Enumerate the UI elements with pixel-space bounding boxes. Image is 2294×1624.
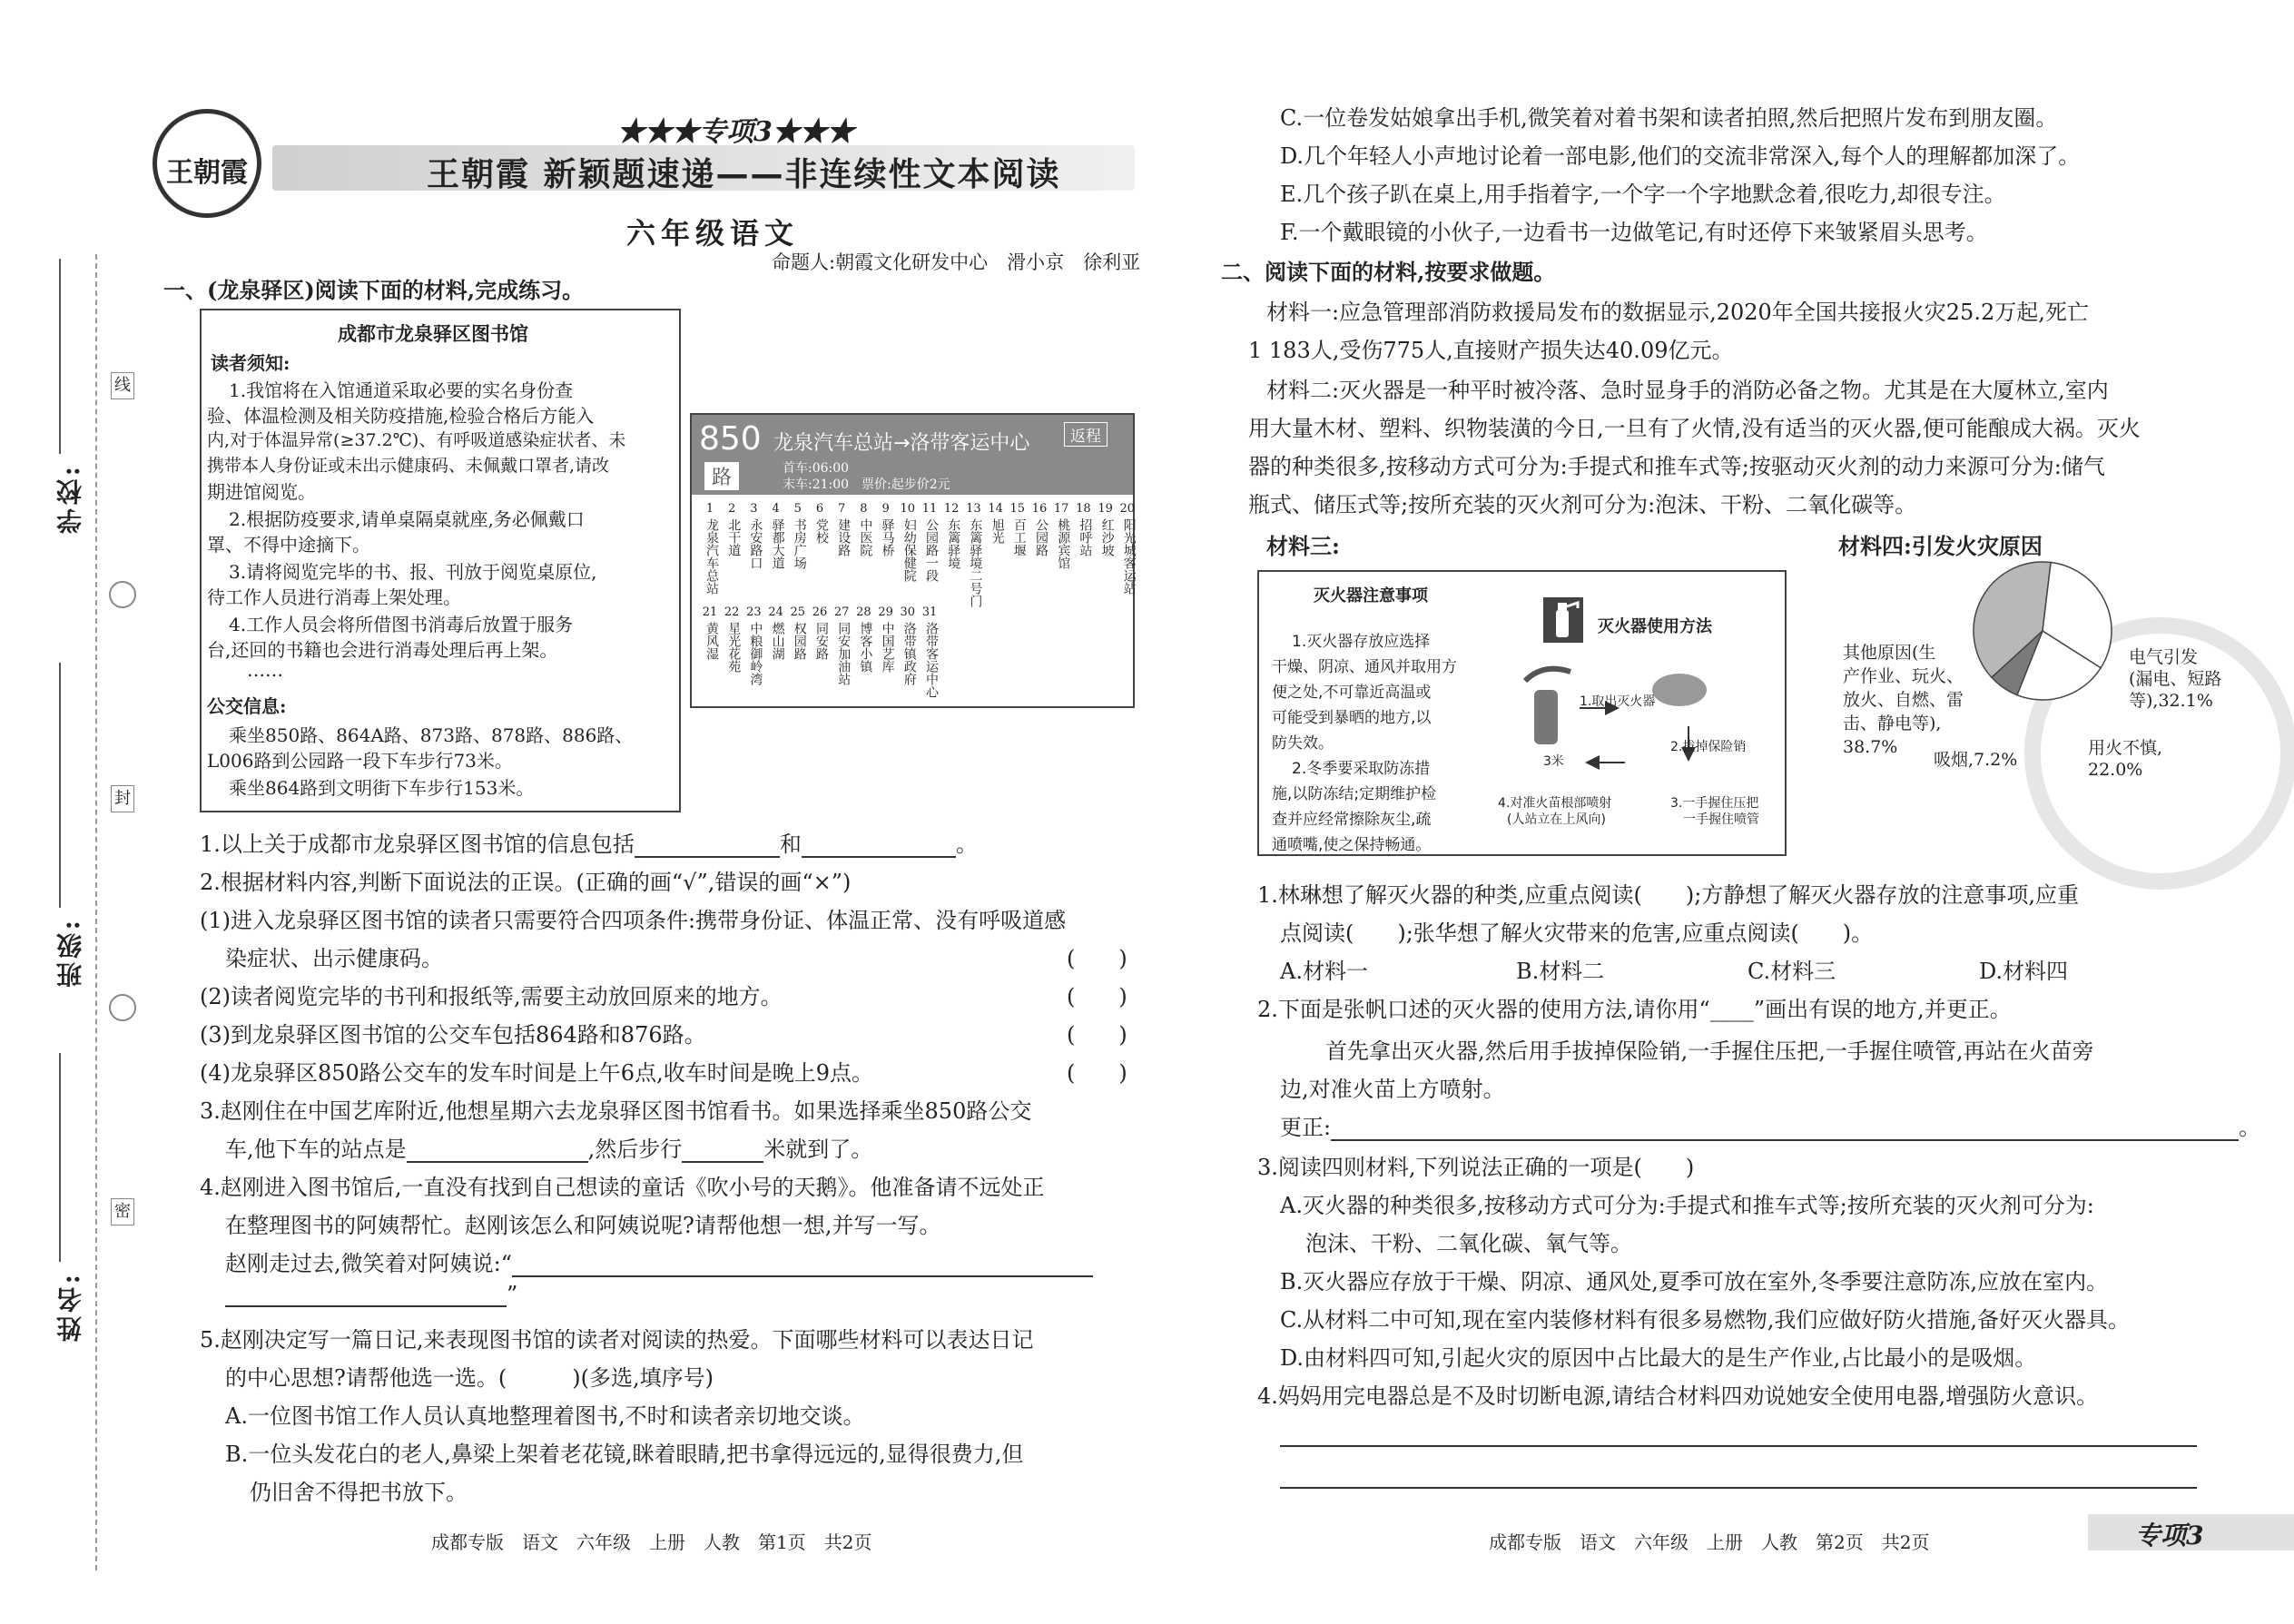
usage-title: 灭火器使用方法	[1598, 617, 1712, 636]
bus-stop-name: 公园路	[1034, 518, 1049, 556]
bus-stop-number: 28	[856, 605, 871, 619]
extinguisher-drawing	[1534, 690, 1558, 744]
q1-2-3-answer[interactable]: ( )	[1067, 1022, 1127, 1048]
extinguisher-usage-box	[1489, 570, 1787, 856]
part1-heading: 一、(龙泉驿区)阅读下面的材料,完成练习。	[163, 277, 585, 303]
q2-3-option-a[interactable]: A.灭火器的种类很多,按移动方式可分为:手提式和推车式等;按所充装的灭火剂可分为:	[1280, 1193, 2094, 1218]
q1-2-4-text: (4)龙泉驿区850路公交车的发车时间是上午6点,收车时间是晚上9点。	[200, 1060, 873, 1086]
bus-stop-name: 红沙坡	[1099, 518, 1115, 556]
pie-label-other-line: 放火、自燃、雷	[1843, 690, 1964, 710]
bus-stop-name: 权园路	[792, 622, 807, 660]
bind-tag-seal: 封	[111, 785, 134, 812]
pie-label-fire	[2088, 737, 2162, 781]
q1-4-answer-line[interactable]	[512, 1275, 1093, 1277]
notice-line: 2.根据防疫要求,请单桌隔桌就座,务必佩戴口	[229, 508, 585, 530]
bus-stop-number: 24	[768, 605, 783, 619]
bus-stop-name: 同安加油站	[836, 622, 852, 685]
q1-4-speech-end	[225, 1282, 517, 1307]
q1-1-blank-b[interactable]	[802, 856, 956, 858]
bus-stop-number: 1	[705, 502, 714, 516]
q1-2-2-answer[interactable]: ( )	[1067, 984, 1127, 1009]
series-label: ★★★专项3★★★	[617, 116, 854, 148]
bus-stop-name: 党校	[814, 518, 829, 544]
notice-ellipsis: ……	[247, 659, 283, 681]
bus-info-line: L006路到公园路一段下车步行73米。	[207, 750, 513, 772]
school-field[interactable]	[59, 259, 61, 454]
library-notice-box	[200, 309, 681, 812]
q1-5-option-d: D.几个年轻人小声地讨论着一部电影,他们的交流非常深入,每个人的理解都加深了。	[1280, 143, 2081, 169]
q1-2-1-text: (1)进入龙泉驿区图书馆的读者只需要符合四项条件:携带身份证、体温正常、没有呼吸道感	[200, 908, 1067, 933]
material2-line: 用大量木材、塑料、织物装潢的今日,一旦有了火情,没有适当的灭火器,便可能酿成大祸。灭火	[1248, 416, 2141, 441]
material1-line: 1 183人,受伤775人,直接财产损失达40.09亿元。	[1248, 338, 1734, 363]
bus-stop-number: 17	[1053, 502, 1069, 516]
pie-label-other-line: 产作业、玩火、	[1843, 666, 1964, 686]
q1-1-end: 。	[955, 832, 978, 857]
binding-margin	[0, 0, 163, 1624]
bus-stop-number: 7	[838, 502, 846, 516]
bus-stop-number: 30	[900, 605, 916, 619]
q2-3-option-a-cont: 泡沫、干粉、二氧化碳、氧气等。	[1305, 1231, 1632, 1256]
bus-stop-name: 公园路一段	[924, 518, 939, 582]
bus-stop-number: 29	[878, 605, 893, 619]
return-tag: 返程	[1064, 422, 1108, 447]
material2-line: 瓶式、储压式等;按所充装的灭火剂可分为:泡沫、干粉、二氧化碳等。	[1248, 492, 1917, 517]
q2-2-correction	[1280, 1109, 2260, 1141]
step-3b: 一手握住喷管	[1683, 812, 1759, 827]
pie-label-electric	[2129, 646, 2221, 712]
q2-1-option-c[interactable]: C.材料三	[1748, 959, 1836, 984]
q1-2-text: 2.根据材料内容,判断下面说法的正误。(正确的画“√”,错误的画“×”)	[200, 870, 852, 895]
notes-line: 干燥、阴凉、通风并取用方	[1272, 658, 1457, 676]
notice-line: 3.请将阅览完毕的书、报、刊放于阅览桌原位,	[229, 561, 597, 583]
bus-stop-name: 驿马桥	[880, 518, 895, 556]
notes-line: 可能受到暴晒的地方,以	[1272, 709, 1432, 727]
pie-label-fire-value: 22.0%	[2088, 760, 2143, 780]
bus-stop-name: 中粮御岭湾	[748, 622, 763, 685]
route-suffix: 路	[704, 462, 739, 490]
notes-line: 1.灭火器存放应选择	[1292, 633, 1431, 651]
q2-2-passage: 首先拿出灭火器,然后用手拔掉保险销,一手握住压把,一手握住喷管,再站在火苗旁	[1325, 1038, 2094, 1064]
first-bus: 首车:06:00	[783, 461, 850, 476]
bus-stop-number: 13	[966, 502, 981, 516]
fire-cause-pie-chart	[1970, 558, 2115, 704]
notice-title: 成都市龙泉驿区图书馆	[338, 322, 528, 345]
q2-1-text: 1.林琳想了解灭火器的种类,应重点阅读( );方静想了解灭火器存放的注意事项,应重	[1257, 882, 2079, 908]
bus-stop-number: 5	[793, 502, 802, 516]
grade-title: 六年级语文	[626, 216, 800, 251]
q1-2-4-answer[interactable]: ( )	[1067, 1060, 1127, 1086]
bus-stop-name: 书房广场	[792, 518, 807, 569]
bus-stop-number: 8	[860, 502, 868, 516]
bus-stop-number: 14	[988, 502, 1003, 516]
notes-title: 灭火器注意事项	[1314, 586, 1428, 605]
notes-line: 2.冬季要采取防冻措	[1292, 760, 1431, 778]
bus-stop-number: 6	[815, 502, 824, 516]
footer-left: 成都专版 语文 六年级 上册 人教 第1页 共2页	[431, 1531, 872, 1553]
bus-stop-name: 同安路	[814, 622, 829, 660]
route-number: 850	[699, 420, 762, 458]
bind-circle	[109, 581, 136, 608]
q2-2-correction-end: 。	[2239, 1115, 2261, 1140]
step-4b: (人站立在上风向)	[1507, 812, 1606, 827]
reader-notice-title: 读者须知:	[211, 352, 290, 374]
q2-3-text: 3.阅读四则材料,下列说法正确的一项是( )	[1257, 1155, 1695, 1180]
q1-4-answer-line-2[interactable]	[225, 1305, 507, 1307]
q2-1-text-cont: 点阅读( );张华想了解火灾带来的危害,应重点阅读( )。	[1280, 920, 1874, 946]
part2-heading: 二、阅读下面的材料,按要求做题。	[1221, 259, 1556, 285]
q2-2-passage-cont: 边,对准火苗上方喷射。	[1280, 1077, 1505, 1102]
notes-line: 施,以防冻结;定期维护检	[1272, 785, 1437, 803]
q1-4-speech-prefix: 赵刚走过去,微笑着对阿姨说:“	[225, 1251, 512, 1276]
q1-5-option-a: A.一位图书馆工作人员认真地整理着图书,不时和读者亲切地交谈。	[225, 1403, 865, 1429]
bus-stop-number: 9	[881, 502, 890, 516]
step-1: 1.取出灭火器	[1580, 694, 1656, 709]
bus-stop-name: 星光花苑	[726, 622, 742, 673]
bus-stop-number: 16	[1031, 502, 1048, 516]
bus-stop-number: 18	[1076, 502, 1091, 516]
bus-info-line: 乘坐864路到文明街下车步行153米。	[229, 777, 535, 799]
q1-5-option-e: E.几个孩子趴在桌上,用手指着字,一个字一个字地默念着,很吃力,却很专注。	[1280, 182, 2006, 207]
notes-line: 便之处,不可靠近高温或	[1272, 684, 1432, 702]
notice-line: 台,还回的书籍也会进行消毒处理后再上架。	[207, 639, 558, 661]
bus-stop-name: 妇幼保健院	[901, 518, 917, 582]
bus-stop-name: 百工堰	[1011, 518, 1027, 556]
bus-stop-number: 4	[772, 502, 780, 516]
q1-3-text: 3.赵刚住在中国艺库附近,他想星期六去龙泉驿区图书馆看书。如果选择乘坐850路公交	[200, 1098, 1032, 1124]
q2-1-option-d[interactable]: D.材料四	[1979, 959, 2069, 984]
cut-line	[95, 254, 97, 1570]
material1-line: 材料一:应急管理部消防救援局发布的数据显示,2020年全国共接报火灾25.2万起,死亡	[1266, 300, 2089, 325]
notice-line: 1.我馆将在入馆通道采取必要的实名身份查	[229, 379, 574, 401]
q1-5-text-cont: 的中心思想?请帮他选一选。( )(多选,填序号)	[225, 1365, 714, 1391]
name-field[interactable]	[59, 1053, 61, 1262]
q2-1-option-b[interactable]: B.材料二	[1516, 959, 1605, 984]
q2-4-text: 4.妈妈用完电器总是不及时切断电源,请结合材料四劝说她安全使用电器,增强防火意识。	[1257, 1383, 2099, 1409]
q1-1-text	[200, 826, 978, 858]
bus-stop-number: 19	[1098, 502, 1113, 516]
material3-title: 材料三:	[1266, 533, 1340, 559]
bus-stop-name: 龙泉汽车总站	[704, 518, 719, 595]
q2-4-answer-line[interactable]	[1280, 1445, 2197, 1447]
q1-5-option-b: B.一位头发花白的老人,鼻梁上架着老花镜,眯着眼睛,把书拿得远远的,显得很费力,但	[225, 1442, 1024, 1467]
q1-4-close-quote: ”	[507, 1282, 518, 1307]
q1-2-1-text-cont: 染症状、出示健康码。	[225, 946, 443, 971]
route-direction: 龙泉汽车总站→洛带客运中心	[773, 432, 1030, 455]
bus-sign-header	[692, 415, 1133, 495]
pie-label-other-line: 其他原因(生	[1843, 643, 1936, 663]
bus-stop-name: 桃源宾馆	[1056, 518, 1071, 569]
bus-stop-name: 中国艺库	[880, 622, 895, 673]
notes-line: 查并应经常擦除灰尘,疏	[1272, 811, 1432, 829]
q1-5-option-f: F.一个戴眼镜的小伙子,一边看书一边做笔记,有时还停下来皱紧眉头思考。	[1280, 220, 1988, 245]
footer-badge: 专项3	[2135, 1521, 2204, 1550]
bus-stop-name: 招呼站	[1078, 518, 1093, 556]
bus-stop-number: 20	[1119, 502, 1136, 516]
q1-5-text: 5.赵刚决定写一篇日记,来表现图书馆的读者对阅读的热爱。下面哪些材料可以表达日记	[200, 1327, 1034, 1353]
bus-stop-number: 11	[921, 502, 938, 516]
pie-label-other	[1843, 641, 1964, 759]
bind-circle	[109, 994, 136, 1021]
notice-line: 期进馆阅览。	[207, 481, 316, 503]
brand-logo	[153, 109, 261, 218]
q1-3-stop-prefix: 车,他下车的站点是	[225, 1137, 407, 1162]
q1-1-prefix: 1.以上关于成都市龙泉驿区图书馆的信息包括	[200, 832, 635, 857]
bus-stop-name: 博客小镇	[858, 622, 873, 673]
bus-stop-number: 3	[750, 502, 758, 516]
bus-stop-name: 北干道	[726, 518, 742, 556]
bus-stop-number: 26	[812, 605, 828, 619]
school-label: 学校:	[55, 463, 85, 535]
q1-4-text: 4.赵刚进入图书馆后,一直没有找到自己想读的童话《吹小号的天鹅》。他准备请不远处正	[200, 1175, 1045, 1200]
bus-stop-number: 27	[833, 605, 850, 619]
bus-stop-name: 东篱驿境	[946, 518, 961, 569]
q2-3-option-d[interactable]: D.由材料四可知,引起火灾的原因中占比最大的是生产作业,占比最小的是吸烟。	[1280, 1345, 2037, 1371]
step-4: 4.对准火苗根部喷射	[1498, 796, 1612, 811]
notes-line: 通喷嘴,使之保持畅通。	[1272, 836, 1432, 854]
q1-3-walk-blank[interactable]	[682, 1161, 763, 1163]
step-distance: 3米	[1543, 754, 1564, 769]
q1-3-walk-prefix: ,然后步行	[587, 1137, 683, 1162]
q2-4-answer-line[interactable]	[1280, 1487, 2197, 1489]
q1-2-1-answer[interactable]: ( )	[1067, 946, 1127, 971]
q2-2-correction-label: 更正:	[1280, 1115, 1332, 1140]
bus-stop-name: 阳光城客运站	[1121, 518, 1137, 595]
q1-1-blank-a[interactable]	[635, 856, 780, 858]
name-label: 姓名:	[55, 1271, 85, 1343]
last-bus-fare: 末车:21:00 票价:起步价2元	[783, 477, 950, 492]
bus-stop-name: 洛带客运中心	[924, 622, 939, 698]
bus-stop-name: 建设路	[836, 518, 852, 556]
pie-label-fire-line: 用火不慎,	[2088, 738, 2163, 758]
bus-stop-number: 15	[1009, 502, 1026, 516]
bus-stop-number: 21	[702, 605, 718, 619]
step-2: 2.拔掉保险销	[1670, 740, 1747, 754]
material4-title: 材料四:引发火灾原因	[1838, 533, 2043, 559]
q2-1-option-a[interactable]: A.材料一	[1280, 959, 1368, 984]
notes-line: 防失效。	[1272, 734, 1334, 753]
bus-stop-name: 驿都大道	[770, 518, 785, 569]
pin-drawing	[1652, 674, 1707, 706]
extinguisher-icon-svg	[1543, 597, 1583, 643]
step-3: 3.一手握住压把	[1670, 796, 1759, 811]
q1-3-end: 米就到了。	[763, 1137, 873, 1162]
bus-stop-number: 31	[921, 605, 938, 619]
bus-stop-name: 燃山湖	[770, 622, 785, 660]
notice-line: 验、体温检测及相关防疫措施,检验合格后方能入	[207, 405, 595, 427]
material2-line: 材料二:灭火器是一种平时被冷落、急时显身手的消防必备之物。尤其是在大厦林立,室内	[1266, 378, 2109, 403]
material2-line: 器的种类很多,按移动方式可分为:手提式和推车式等;按驱动灭火剂的动力来源可分为:储气	[1248, 454, 2105, 479]
bus-stop-name: 中医院	[858, 518, 873, 556]
notice-line: 内,对于体温异常(≥37.2℃)、有呼吸道感染症状者、未	[207, 430, 626, 450]
pie-label-other-line: 击、静电等),	[1843, 714, 1942, 733]
class-field[interactable]	[59, 663, 61, 908]
notice-line: 4.工作人员会将所借图书消毒后放置于服务	[229, 614, 574, 635]
bus-stop-number: 12	[943, 502, 960, 516]
q1-4-text-cont: 在整理图书的阿姨帮忙。赵刚该怎么和阿姨说呢?请帮他想一想,并写一写。	[225, 1213, 941, 1238]
notice-line: 罩、不得中途摘下。	[207, 534, 370, 556]
bus-stop-number: 2	[728, 502, 736, 516]
pie-label-electric-line: 电气引发	[2129, 647, 2199, 667]
q1-5-option-b-cont: 仍旧舍不得把书放下。	[250, 1480, 468, 1505]
extinguisher-icon	[1543, 597, 1583, 643]
q2-2-correction-line[interactable]	[1331, 1139, 2239, 1141]
bind-tag-line: 线	[111, 372, 134, 399]
q2-3-option-b[interactable]: B.灭火器应存放于干燥、阴凉、通风处,夏季可放在室外,冬季要注意防冻,应放在室内。	[1280, 1269, 2109, 1294]
bus-stop-number: 23	[746, 605, 762, 619]
bus-route-sign	[690, 413, 1135, 708]
footer-right: 成都专版 语文 六年级 上册 人教 第2页 共2页	[1489, 1531, 1930, 1553]
notice-line: 携带本人身份证或未出示健康码、未佩戴口罩者,请改	[207, 456, 610, 476]
class-label: 班级:	[55, 917, 85, 989]
bus-stop-number: 10	[900, 502, 916, 516]
bus-stop-name: 永安路口	[748, 518, 763, 569]
bus-info-line: 乘坐850路、864A路、873路、878路、886路、	[229, 724, 634, 746]
q1-1-and: 和	[779, 832, 802, 857]
pie-label-other-value: 38.7%	[1843, 737, 1898, 757]
pie-label-electric-value: 等),32.1%	[2129, 691, 2213, 711]
q1-2-3-text: (3)到龙泉驿区图书馆的公交车包括864路和876路。	[200, 1022, 706, 1048]
q1-5-option-c: C.一位卷发姑娘拿出手机,微笑着对着书架和读者拍照,然后把照片发布到朋友圈。	[1280, 105, 2058, 131]
q1-4-speech	[225, 1245, 1093, 1277]
pie-label-smoke: 吸烟,7.2%	[1934, 750, 2018, 770]
bus-stop-name: 东篱驿境二号门	[968, 518, 983, 607]
page-title: 王朝霞 新颖题速递——非连续性文本阅读	[427, 156, 1061, 193]
q1-3-stop-blank[interactable]	[407, 1161, 588, 1163]
usage-illustration	[1498, 654, 1770, 781]
bus-stop-number: 25	[790, 605, 806, 619]
bus-stop-name: 旭光	[989, 518, 1005, 544]
q2-2-text: 2.下面是张帆口述的灭火器的使用方法,请你用“____”画出有误的地方,并更正。	[1257, 997, 2012, 1022]
brand-name: 王朝霞	[166, 157, 248, 189]
q1-3-text-cont	[225, 1131, 872, 1163]
q2-3-option-c[interactable]: C.从材料二中可知,现在室内装修材料有很多易燃物,我们应做好防火措施,备好灭火器具。	[1280, 1307, 2131, 1333]
authors-line: 命题人:朝霞文化研发中心 滑小京 徐利亚	[772, 251, 1141, 273]
q1-2-2-text: (2)读者阅览完毕的书刊和报纸等,需要主动放回原来的地方。	[200, 984, 783, 1009]
notice-line: 待工作人员进行消毒上架处理。	[207, 586, 461, 608]
bus-stop-name: 洛带镇政府	[901, 622, 917, 685]
bus-stop-number: 22	[724, 605, 740, 619]
bus-stop-name: 黄风湿	[704, 622, 719, 660]
bind-tag-secret: 密	[111, 1198, 134, 1225]
pie-label-electric-line: (漏电、短路	[2129, 669, 2222, 689]
bus-info-title: 公交信息:	[207, 695, 287, 717]
